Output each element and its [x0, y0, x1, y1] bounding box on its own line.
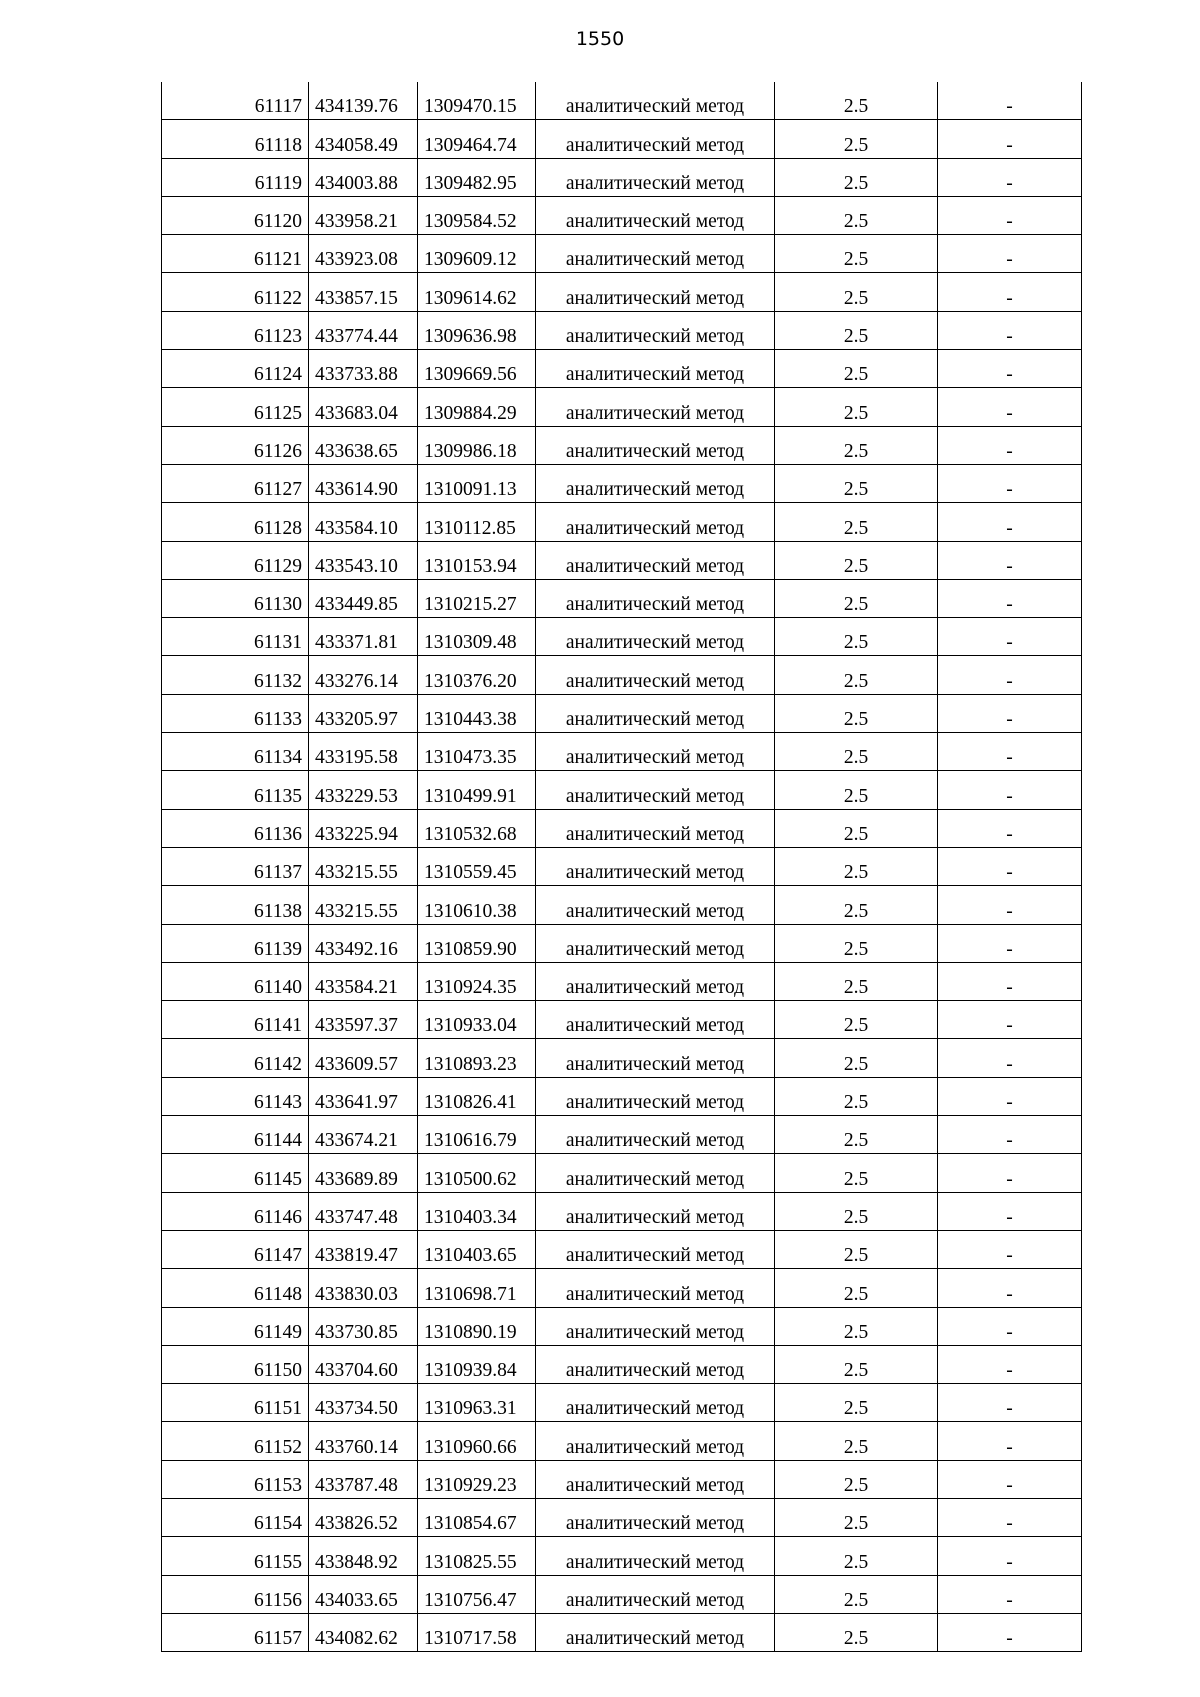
- table-row: [162, 503, 1082, 541]
- accuracy-cell: 2.5: [775, 350, 938, 388]
- description-cell: -: [938, 464, 1082, 502]
- table-row: [162, 464, 1082, 502]
- y-coordinate-cell: 1309884.29: [418, 388, 536, 426]
- method-cell: аналитический метод: [536, 1460, 775, 1498]
- point-number-cell: 61145: [162, 1154, 309, 1192]
- table-row: [162, 1269, 1082, 1307]
- y-coordinate-cell: 1310826.41: [418, 1077, 536, 1115]
- x-coordinate-cell: 433638.65: [309, 426, 418, 464]
- accuracy-cell: 2.5: [775, 388, 938, 426]
- point-number-cell: 61135: [162, 771, 309, 809]
- point-number-cell: 61152: [162, 1422, 309, 1460]
- description-cell: -: [938, 1537, 1082, 1575]
- point-number-cell: 61134: [162, 733, 309, 771]
- table-row: [162, 771, 1082, 809]
- description-cell: -: [938, 924, 1082, 962]
- method-cell: аналитический метод: [536, 82, 775, 120]
- point-number-cell: 61139: [162, 924, 309, 962]
- accuracy-cell: 2.5: [775, 656, 938, 694]
- point-number-cell: 61129: [162, 541, 309, 579]
- method-cell: аналитический метод: [536, 886, 775, 924]
- method-cell: аналитический метод: [536, 1039, 775, 1077]
- table-row: [162, 694, 1082, 732]
- description-cell: -: [938, 809, 1082, 847]
- table-row: [162, 809, 1082, 847]
- x-coordinate-cell: 433819.47: [309, 1230, 418, 1268]
- description-cell: -: [938, 1039, 1082, 1077]
- x-coordinate-cell: 434003.88: [309, 158, 418, 196]
- coordinates-table-body: [162, 82, 1082, 1652]
- table-row: [162, 1575, 1082, 1613]
- point-number-cell: 61153: [162, 1460, 309, 1498]
- y-coordinate-cell: 1309470.15: [418, 82, 536, 120]
- description-cell: -: [938, 158, 1082, 196]
- x-coordinate-cell: 434139.76: [309, 82, 418, 120]
- accuracy-cell: 2.5: [775, 1613, 938, 1651]
- accuracy-cell: 2.5: [775, 1192, 938, 1230]
- y-coordinate-cell: 1309669.56: [418, 350, 536, 388]
- table-row: [162, 388, 1082, 426]
- x-coordinate-cell: 433449.85: [309, 579, 418, 617]
- description-cell: -: [938, 82, 1082, 120]
- description-cell: -: [938, 1422, 1082, 1460]
- table-row: [162, 1039, 1082, 1077]
- point-number-cell: 61121: [162, 235, 309, 273]
- point-number-cell: 61119: [162, 158, 309, 196]
- y-coordinate-cell: 1310309.48: [418, 618, 536, 656]
- x-coordinate-cell: 433195.58: [309, 733, 418, 771]
- table-row: [162, 196, 1082, 234]
- table-row: [162, 656, 1082, 694]
- point-number-cell: 61118: [162, 120, 309, 158]
- method-cell: аналитический метод: [536, 388, 775, 426]
- description-cell: -: [938, 1077, 1082, 1115]
- description-cell: -: [938, 388, 1082, 426]
- method-cell: аналитический метод: [536, 158, 775, 196]
- point-number-cell: 61154: [162, 1498, 309, 1536]
- point-number-cell: 61122: [162, 273, 309, 311]
- y-coordinate-cell: 1310756.47: [418, 1575, 536, 1613]
- x-coordinate-cell: 433830.03: [309, 1269, 418, 1307]
- x-coordinate-cell: 433923.08: [309, 235, 418, 273]
- accuracy-cell: 2.5: [775, 235, 938, 273]
- x-coordinate-cell: 434082.62: [309, 1613, 418, 1651]
- point-number-cell: 61147: [162, 1230, 309, 1268]
- point-number-cell: 61142: [162, 1039, 309, 1077]
- table-row: [162, 311, 1082, 349]
- table-row: [162, 1307, 1082, 1345]
- y-coordinate-cell: 1310698.71: [418, 1269, 536, 1307]
- description-cell: -: [938, 1345, 1082, 1383]
- y-coordinate-cell: 1310532.68: [418, 809, 536, 847]
- x-coordinate-cell: 433689.89: [309, 1154, 418, 1192]
- x-coordinate-cell: 434058.49: [309, 120, 418, 158]
- method-cell: аналитический метод: [536, 656, 775, 694]
- description-cell: -: [938, 733, 1082, 771]
- table-row: [162, 924, 1082, 962]
- method-cell: аналитический метод: [536, 1575, 775, 1613]
- accuracy-cell: 2.5: [775, 809, 938, 847]
- accuracy-cell: 2.5: [775, 1537, 938, 1575]
- description-cell: -: [938, 1575, 1082, 1613]
- x-coordinate-cell: 433492.16: [309, 924, 418, 962]
- y-coordinate-cell: 1309614.62: [418, 273, 536, 311]
- description-cell: -: [938, 1269, 1082, 1307]
- method-cell: аналитический метод: [536, 1001, 775, 1039]
- y-coordinate-cell: 1310825.55: [418, 1537, 536, 1575]
- description-cell: -: [938, 1460, 1082, 1498]
- x-coordinate-cell: 433215.55: [309, 847, 418, 885]
- description-cell: -: [938, 1498, 1082, 1536]
- x-coordinate-cell: 433760.14: [309, 1422, 418, 1460]
- point-number-cell: 61133: [162, 694, 309, 732]
- table-row: [162, 618, 1082, 656]
- table-row: [162, 350, 1082, 388]
- table-row: [162, 426, 1082, 464]
- y-coordinate-cell: 1309464.74: [418, 120, 536, 158]
- y-coordinate-cell: 1310616.79: [418, 1116, 536, 1154]
- point-number-cell: 61124: [162, 350, 309, 388]
- accuracy-cell: 2.5: [775, 1498, 938, 1536]
- y-coordinate-cell: 1310929.23: [418, 1460, 536, 1498]
- method-cell: аналитический метод: [536, 235, 775, 273]
- x-coordinate-cell: 433747.48: [309, 1192, 418, 1230]
- table-row: [162, 1384, 1082, 1422]
- accuracy-cell: 2.5: [775, 1422, 938, 1460]
- method-cell: аналитический метод: [536, 541, 775, 579]
- description-cell: -: [938, 618, 1082, 656]
- description-cell: -: [938, 1230, 1082, 1268]
- method-cell: аналитический метод: [536, 618, 775, 656]
- x-coordinate-cell: 433848.92: [309, 1537, 418, 1575]
- y-coordinate-cell: 1309636.98: [418, 311, 536, 349]
- x-coordinate-cell: 434033.65: [309, 1575, 418, 1613]
- method-cell: аналитический метод: [536, 847, 775, 885]
- accuracy-cell: 2.5: [775, 1230, 938, 1268]
- x-coordinate-cell: 433734.50: [309, 1384, 418, 1422]
- description-cell: -: [938, 273, 1082, 311]
- method-cell: аналитический метод: [536, 1154, 775, 1192]
- method-cell: аналитический метод: [536, 1269, 775, 1307]
- point-number-cell: 61141: [162, 1001, 309, 1039]
- y-coordinate-cell: 1310443.38: [418, 694, 536, 732]
- description-cell: -: [938, 120, 1082, 158]
- table-row: [162, 235, 1082, 273]
- method-cell: аналитический метод: [536, 809, 775, 847]
- method-cell: аналитический метод: [536, 1192, 775, 1230]
- point-number-cell: 61149: [162, 1307, 309, 1345]
- accuracy-cell: 2.5: [775, 1269, 938, 1307]
- x-coordinate-cell: 433857.15: [309, 273, 418, 311]
- method-cell: аналитический метод: [536, 1422, 775, 1460]
- x-coordinate-cell: 433614.90: [309, 464, 418, 502]
- point-number-cell: 61155: [162, 1537, 309, 1575]
- description-cell: -: [938, 1001, 1082, 1039]
- x-coordinate-cell: 433609.57: [309, 1039, 418, 1077]
- point-number-cell: 61148: [162, 1269, 309, 1307]
- x-coordinate-cell: 433641.97: [309, 1077, 418, 1115]
- x-coordinate-cell: 433674.21: [309, 1116, 418, 1154]
- accuracy-cell: 2.5: [775, 1154, 938, 1192]
- description-cell: -: [938, 1154, 1082, 1192]
- description-cell: -: [938, 579, 1082, 617]
- x-coordinate-cell: 433704.60: [309, 1345, 418, 1383]
- accuracy-cell: 2.5: [775, 82, 938, 120]
- point-number-cell: 61130: [162, 579, 309, 617]
- table-row: [162, 1230, 1082, 1268]
- point-number-cell: 61146: [162, 1192, 309, 1230]
- table-row: [162, 541, 1082, 579]
- y-coordinate-cell: 1310960.66: [418, 1422, 536, 1460]
- method-cell: аналитический метод: [536, 1077, 775, 1115]
- method-cell: аналитический метод: [536, 503, 775, 541]
- description-cell: -: [938, 1192, 1082, 1230]
- x-coordinate-cell: 433958.21: [309, 196, 418, 234]
- table-row: [162, 579, 1082, 617]
- point-number-cell: 61156: [162, 1575, 309, 1613]
- description-cell: -: [938, 196, 1082, 234]
- point-number-cell: 61140: [162, 962, 309, 1000]
- point-number-cell: 61138: [162, 886, 309, 924]
- y-coordinate-cell: 1310473.35: [418, 733, 536, 771]
- accuracy-cell: 2.5: [775, 1001, 938, 1039]
- description-cell: -: [938, 656, 1082, 694]
- accuracy-cell: 2.5: [775, 1307, 938, 1345]
- point-number-cell: 61157: [162, 1613, 309, 1651]
- point-number-cell: 61136: [162, 809, 309, 847]
- method-cell: аналитический метод: [536, 196, 775, 234]
- x-coordinate-cell: 433584.21: [309, 962, 418, 1000]
- description-cell: -: [938, 350, 1082, 388]
- accuracy-cell: 2.5: [775, 464, 938, 502]
- point-number-cell: 61127: [162, 464, 309, 502]
- y-coordinate-cell: 1310893.23: [418, 1039, 536, 1077]
- point-number-cell: 61123: [162, 311, 309, 349]
- method-cell: аналитический метод: [536, 1307, 775, 1345]
- table-row: [162, 120, 1082, 158]
- method-cell: аналитический метод: [536, 1116, 775, 1154]
- accuracy-cell: 2.5: [775, 847, 938, 885]
- method-cell: аналитический метод: [536, 579, 775, 617]
- x-coordinate-cell: 433826.52: [309, 1498, 418, 1536]
- accuracy-cell: 2.5: [775, 503, 938, 541]
- method-cell: аналитический метод: [536, 1498, 775, 1536]
- description-cell: -: [938, 1307, 1082, 1345]
- table-row: [162, 158, 1082, 196]
- accuracy-cell: 2.5: [775, 771, 938, 809]
- method-cell: аналитический метод: [536, 733, 775, 771]
- table-row: [162, 1077, 1082, 1115]
- y-coordinate-cell: 1310933.04: [418, 1001, 536, 1039]
- point-number-cell: 61150: [162, 1345, 309, 1383]
- y-coordinate-cell: 1310924.35: [418, 962, 536, 1000]
- accuracy-cell: 2.5: [775, 962, 938, 1000]
- accuracy-cell: 2.5: [775, 1345, 938, 1383]
- description-cell: -: [938, 694, 1082, 732]
- description-cell: -: [938, 1384, 1082, 1422]
- point-number-cell: 61131: [162, 618, 309, 656]
- method-cell: аналитический метод: [536, 924, 775, 962]
- accuracy-cell: 2.5: [775, 158, 938, 196]
- description-cell: -: [938, 541, 1082, 579]
- table-row: [162, 1116, 1082, 1154]
- y-coordinate-cell: 1310499.91: [418, 771, 536, 809]
- point-number-cell: 61125: [162, 388, 309, 426]
- method-cell: аналитический метод: [536, 273, 775, 311]
- table-row: [162, 1345, 1082, 1383]
- x-coordinate-cell: 433276.14: [309, 656, 418, 694]
- table-row: [162, 1460, 1082, 1498]
- description-cell: -: [938, 1613, 1082, 1651]
- point-number-cell: 61143: [162, 1077, 309, 1115]
- y-coordinate-cell: 1310717.58: [418, 1613, 536, 1651]
- y-coordinate-cell: 1310854.67: [418, 1498, 536, 1536]
- accuracy-cell: 2.5: [775, 541, 938, 579]
- x-coordinate-cell: 433371.81: [309, 618, 418, 656]
- description-cell: -: [938, 847, 1082, 885]
- y-coordinate-cell: 1310559.45: [418, 847, 536, 885]
- method-cell: аналитический метод: [536, 1537, 775, 1575]
- y-coordinate-cell: 1310500.62: [418, 1154, 536, 1192]
- accuracy-cell: 2.5: [775, 196, 938, 234]
- y-coordinate-cell: 1310890.19: [418, 1307, 536, 1345]
- method-cell: аналитический метод: [536, 1384, 775, 1422]
- y-coordinate-cell: 1309609.12: [418, 235, 536, 273]
- y-coordinate-cell: 1309986.18: [418, 426, 536, 464]
- accuracy-cell: 2.5: [775, 426, 938, 464]
- y-coordinate-cell: 1310610.38: [418, 886, 536, 924]
- accuracy-cell: 2.5: [775, 120, 938, 158]
- table-row: [162, 1192, 1082, 1230]
- table-row: [162, 1498, 1082, 1536]
- x-coordinate-cell: 433733.88: [309, 350, 418, 388]
- table-row: [162, 1154, 1082, 1192]
- description-cell: -: [938, 235, 1082, 273]
- y-coordinate-cell: 1310376.20: [418, 656, 536, 694]
- method-cell: аналитический метод: [536, 1613, 775, 1651]
- point-number-cell: 61137: [162, 847, 309, 885]
- y-coordinate-cell: 1310939.84: [418, 1345, 536, 1383]
- y-coordinate-cell: 1310963.31: [418, 1384, 536, 1422]
- y-coordinate-cell: 1309584.52: [418, 196, 536, 234]
- accuracy-cell: 2.5: [775, 1384, 938, 1422]
- accuracy-cell: 2.5: [775, 579, 938, 617]
- accuracy-cell: 2.5: [775, 1575, 938, 1613]
- point-number-cell: 61126: [162, 426, 309, 464]
- accuracy-cell: 2.5: [775, 1039, 938, 1077]
- method-cell: аналитический метод: [536, 426, 775, 464]
- description-cell: -: [938, 503, 1082, 541]
- description-cell: -: [938, 962, 1082, 1000]
- x-coordinate-cell: 433683.04: [309, 388, 418, 426]
- y-coordinate-cell: 1310859.90: [418, 924, 536, 962]
- x-coordinate-cell: 433730.85: [309, 1307, 418, 1345]
- x-coordinate-cell: 433225.94: [309, 809, 418, 847]
- point-number-cell: 61117: [162, 82, 309, 120]
- x-coordinate-cell: 433543.10: [309, 541, 418, 579]
- y-coordinate-cell: 1309482.95: [418, 158, 536, 196]
- table-row: [162, 1001, 1082, 1039]
- description-cell: -: [938, 426, 1082, 464]
- x-coordinate-cell: 433215.55: [309, 886, 418, 924]
- x-coordinate-cell: 433229.53: [309, 771, 418, 809]
- table-row: [162, 1422, 1082, 1460]
- point-number-cell: 61120: [162, 196, 309, 234]
- method-cell: аналитический метод: [536, 120, 775, 158]
- table-row: [162, 733, 1082, 771]
- table-row: [162, 1537, 1082, 1575]
- description-cell: -: [938, 311, 1082, 349]
- method-cell: аналитический метод: [536, 1230, 775, 1268]
- accuracy-cell: 2.5: [775, 733, 938, 771]
- method-cell: аналитический метод: [536, 771, 775, 809]
- y-coordinate-cell: 1310403.34: [418, 1192, 536, 1230]
- accuracy-cell: 2.5: [775, 694, 938, 732]
- table-row: [162, 1613, 1082, 1651]
- y-coordinate-cell: 1310091.13: [418, 464, 536, 502]
- accuracy-cell: 2.5: [775, 1460, 938, 1498]
- table-row: [162, 847, 1082, 885]
- table-row: [162, 962, 1082, 1000]
- method-cell: аналитический метод: [536, 694, 775, 732]
- point-number-cell: 61128: [162, 503, 309, 541]
- x-coordinate-cell: 433584.10: [309, 503, 418, 541]
- point-number-cell: 61144: [162, 1116, 309, 1154]
- method-cell: аналитический метод: [536, 962, 775, 1000]
- method-cell: аналитический метод: [536, 350, 775, 388]
- method-cell: аналитический метод: [536, 311, 775, 349]
- accuracy-cell: 2.5: [775, 618, 938, 656]
- page-number: 1550: [575, 28, 625, 50]
- description-cell: -: [938, 1116, 1082, 1154]
- accuracy-cell: 2.5: [775, 924, 938, 962]
- y-coordinate-cell: 1310215.27: [418, 579, 536, 617]
- description-cell: -: [938, 771, 1082, 809]
- y-coordinate-cell: 1310112.85: [418, 503, 536, 541]
- method-cell: аналитический метод: [536, 1345, 775, 1383]
- description-cell: -: [938, 886, 1082, 924]
- accuracy-cell: 2.5: [775, 311, 938, 349]
- accuracy-cell: 2.5: [775, 273, 938, 311]
- table-row: [162, 82, 1082, 120]
- y-coordinate-cell: 1310153.94: [418, 541, 536, 579]
- accuracy-cell: 2.5: [775, 1116, 938, 1154]
- accuracy-cell: 2.5: [775, 1077, 938, 1115]
- x-coordinate-cell: 433774.44: [309, 311, 418, 349]
- point-number-cell: 61151: [162, 1384, 309, 1422]
- table-row: [162, 886, 1082, 924]
- x-coordinate-cell: 433205.97: [309, 694, 418, 732]
- accuracy-cell: 2.5: [775, 886, 938, 924]
- x-coordinate-cell: 433787.48: [309, 1460, 418, 1498]
- table-row: [162, 273, 1082, 311]
- y-coordinate-cell: 1310403.65: [418, 1230, 536, 1268]
- coordinates-table: [161, 82, 1082, 1652]
- x-coordinate-cell: 433597.37: [309, 1001, 418, 1039]
- point-number-cell: 61132: [162, 656, 309, 694]
- method-cell: аналитический метод: [536, 464, 775, 502]
